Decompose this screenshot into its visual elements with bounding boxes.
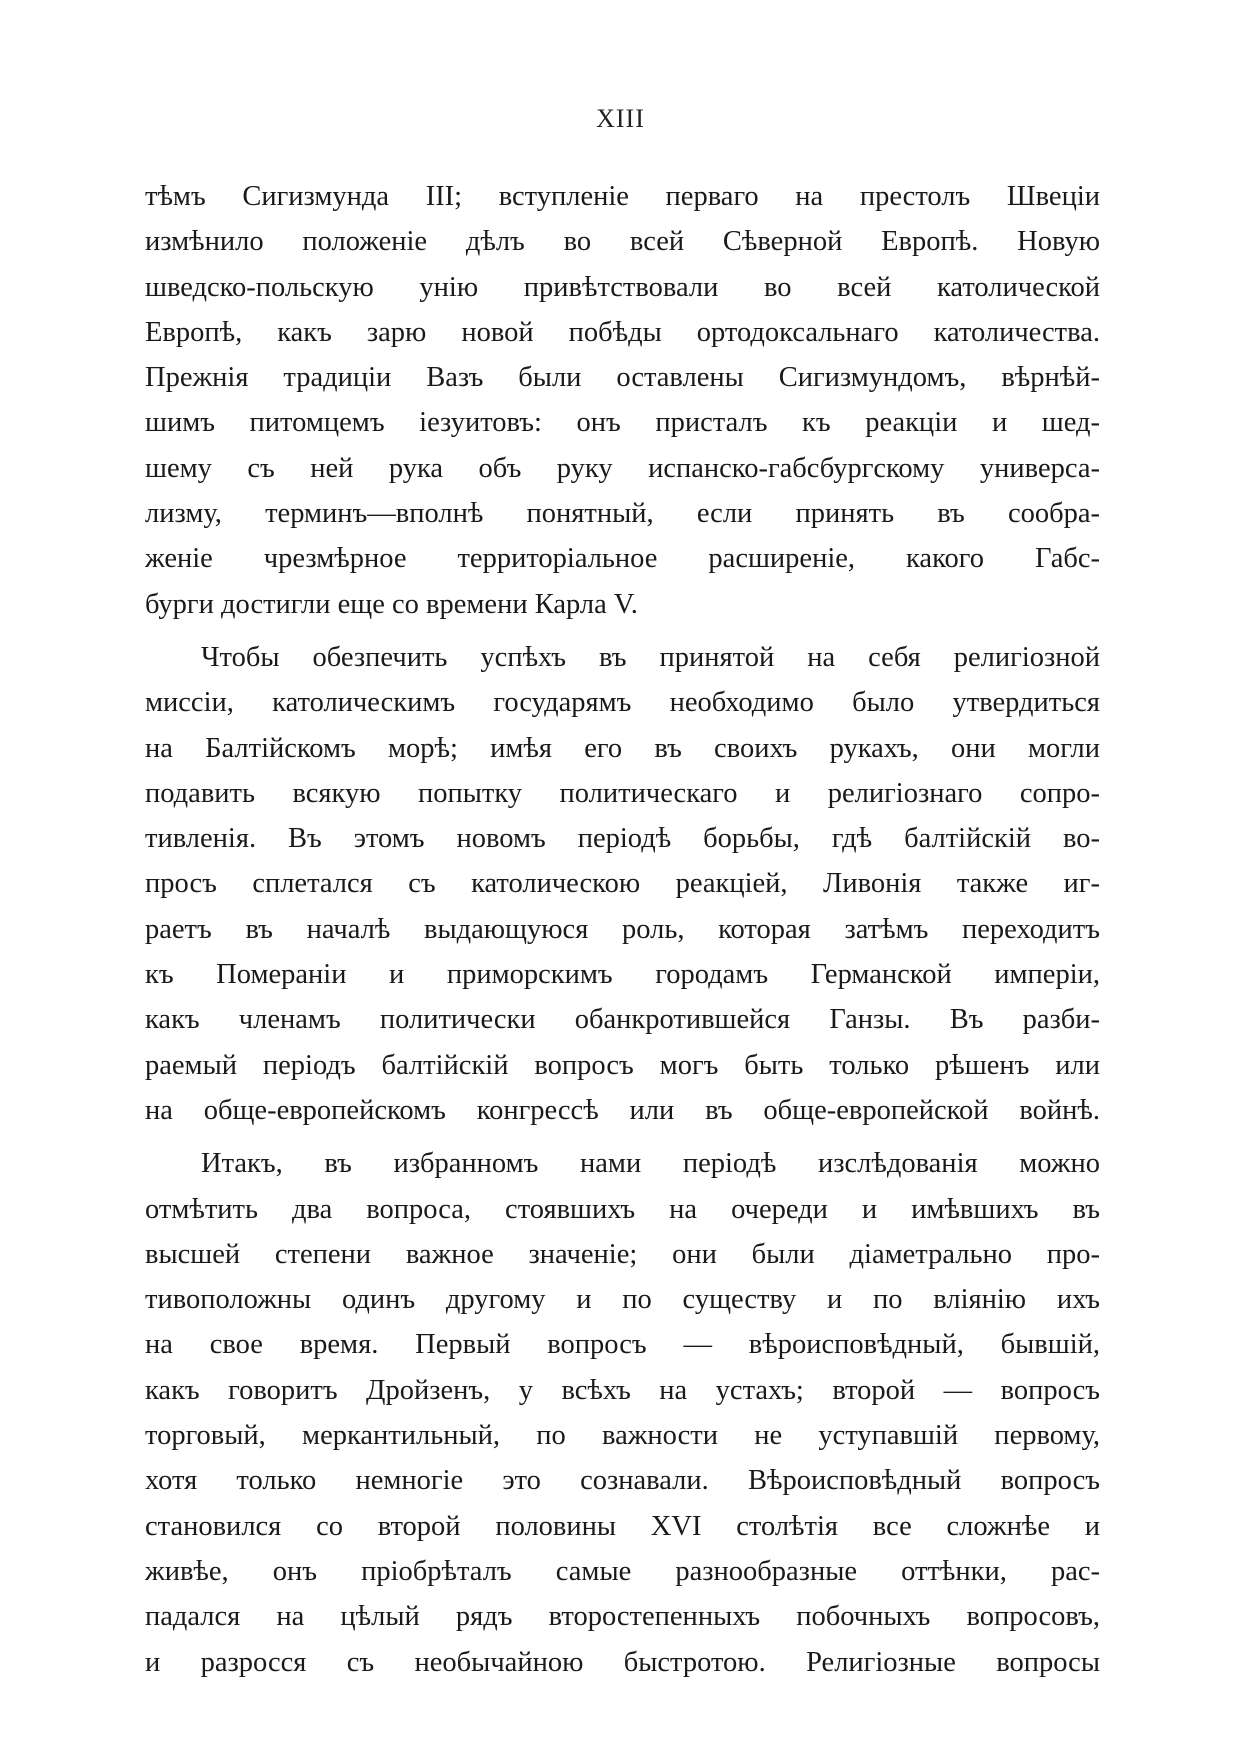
text-line: Европѣ, какъ зарю новой побѣды ортодоксальнаго католичества. [145,316,1100,348]
text-line: Чтобы обезпечить успѣхъ въ принятой на себя религіозной [201,641,1100,673]
text-line: просъ сплетался съ католическою реакціей, Ливонія также иг- [145,868,1100,900]
text-line: тивленія. Въ этомъ новомъ періодѣ борьбы, гдѣ балтійскій во- [145,823,1100,855]
paragraph-gap [145,1133,1100,1141]
text-line: лизму, терминъ—вполнѣ понятный, если принять въ сообра- [145,498,1100,530]
text-line: шимъ питомцемъ іезуитовъ: онъ присталъ къ реакціи и шед- [145,407,1100,439]
text-line: хотя только немногіе это сознавали. Вѣроисповѣдный вопросъ [145,1465,1100,1497]
text-line: раемый періодъ балтійскій вопросъ могъ быть только рѣшенъ или [145,1049,1100,1081]
text-line: подавить всякую попытку политическаго и религіознаго сопро- [145,777,1100,809]
page-number: XIII [596,104,645,133]
text-line: становился со второй половины XVI столѣтія все сложнѣе и [145,1510,1100,1542]
text-line: отмѣтить два вопроса, стоявшихъ на очереди и имѣвшихъ въ [145,1193,1100,1225]
text-line: и разросся съ необычайною быстротою. Религіозные вопросы [145,1646,1100,1678]
text-line: шему съ ней рука объ руку испанско-габсбургскому универса- [145,452,1100,484]
paragraph-1 [145,174,1100,627]
text-line: на Балтійскомъ морѣ; имѣя его въ своихъ рукахъ, они могли [145,732,1100,764]
text-line: къ Помераніи и приморскимъ городамъ Германской имперіи, [145,959,1100,991]
text-line: торговый, меркантильный, по важности не уступавшій первому, [145,1420,1100,1452]
text-line: миссіи, католическимъ государямъ необходимо было утвердиться [145,687,1100,719]
text-line: на обще-европейскомъ конгрессѣ или въ обще-европейской войнѣ. [145,1094,1100,1126]
text-line: измѣнило положеніе дѣлъ во всей Сѣверной Европѣ. Новую [145,226,1100,258]
paragraph-3 [145,1141,1100,1685]
body-text [145,174,1100,1685]
text-line: шведско-польскую унію привѣтствовали во всей католической [145,271,1100,303]
paragraph-gap [145,627,1100,635]
text-line: высшей степени важное значеніе; они были діаметрально про- [145,1238,1100,1270]
paragraph-2 [145,635,1100,1133]
text-line: раетъ въ началѣ выдающуюся роль, которая затѣмъ переходитъ [145,913,1100,945]
text-line: какъ говоритъ Дройзенъ, у всѣхъ на устахъ; второй — вопросъ [145,1374,1100,1406]
text-line: какъ членамъ политически обанкротившейся Ганзы. Въ разби- [145,1004,1100,1036]
text-line: тивоположны одинъ другому и по существу и по вліянію ихъ [145,1284,1100,1316]
text-line: на свое время. Первый вопросъ — вѣроисповѣдный, бывшій, [145,1329,1100,1361]
text-line: Прежнія традиціи Вазъ были оставлены Сигизмундомъ, вѣрнѣй- [145,362,1100,394]
text-line: бурги достигли еще со времени Карла V. [145,588,638,620]
text-line: падался на цѣлый рядъ второстепенныхъ побочныхъ вопросовъ, [145,1601,1100,1633]
text-line: тѣмъ Сигизмунда III; вступленіе перваго на престолъ Швеціи [145,181,1100,212]
text-line: живѣе, онъ пріобрѣталъ самые разнообразные оттѣнки, рас- [145,1555,1100,1587]
text-line: женіе чрезмѣрное территоріальное расширеніе, какого Габс- [145,543,1100,575]
text-line: Итакъ, въ избранномъ нами періодѣ изслѣдованія можно [201,1148,1100,1180]
